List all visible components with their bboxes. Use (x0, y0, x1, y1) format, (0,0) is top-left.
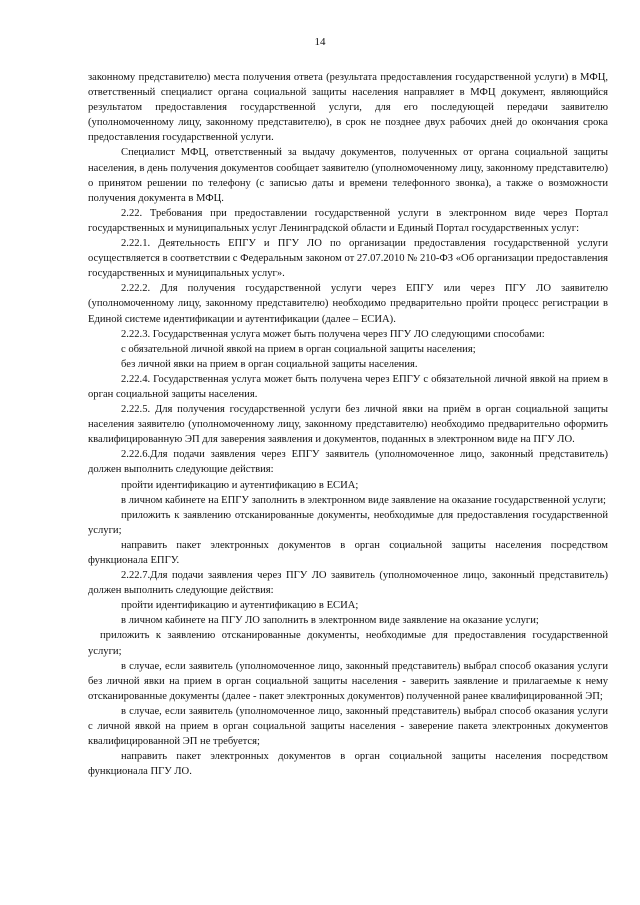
list-item: в случае, если заявитель (уполномоченное лицо, законный представитель) выбрал способ оказания услуги с личной явкой на прием в орган социальной защиты населения - заверение пакета электронных документов квалифицированной ЭП не требуется; (88, 705, 608, 748)
paragraph: законному представителю) места получения ответа (результата предоставления государственной услуги) в МФЦ, ответственный специалист органа социальной защиты населения направляет в МФЦ документ, являющийся результатом предоставления государственной услуги, для его последующей передачи заявителю (уполномоченному лицу, законному представителю), в срок не позднее двух рабочих дней до окончания срока предоставления государственной услуги. (88, 72, 608, 144)
document-body (88, 70, 608, 779)
paragraph-2-22-6: 2.22.6.Для подачи заявления через ЕПГУ заявитель (уполномоченное лицо, законный представитель) должен выполнить следующие действия: (88, 449, 608, 476)
paragraph-2-22-7: 2.22.7.Для подачи заявления через ПГУ ЛО заявитель (уполномоченное лицо, законный представитель) должен выполнить следующие действия: (88, 570, 608, 597)
list-item: направить пакет электронных документов в орган социальной защиты населения посредством функционала ЕПГУ. (88, 539, 608, 566)
paragraph-2-22-3: 2.22.3. Государственная услуга может быть получена через ПГУ ЛО следующими способами: (121, 328, 545, 340)
paragraph-2-22-5: 2.22.5. Для получения государственной услуги без личной явки на приём в орган социальной защиты населения заявителю (уполномоченному лицу, законному представителю) необходимо предварительно оформить квалифицированную ЭП для заверения заявления и документов, поданных в электронном виде на ПГУ ЛО. (88, 404, 608, 446)
paragraph: Специалист МФЦ, ответственный за выдачу документов, полученных от органа социальной защиты населения, в день получения документов сообщает заявителю (уполномоченному лицу, законному представителю) о принятом решении по телефону (с записью даты и времени телефонного звонка), а также о возможности получения документа в МФЦ. (88, 147, 608, 204)
paragraph-2-22-2: 2.22.2. Для получения государственной услуги через ЕПГУ или через ПГУ ЛО заявителю (уполномоченному лицу, законному представителю) необходимо предварительно пройти процесс регистрации в Единой системе идентификации и аутентификации (далее – ЕСИА). (88, 283, 608, 325)
section-heading-2-22: 2.22. Требования при предоставлении государственной услуги в электронном виде через Портал государственных и муниципальных услуг Ленинградской области и Единый Портал государственных услуг: (88, 207, 608, 234)
list-item: пройти идентификацию и аутентификацию в ЕСИА; (121, 600, 359, 612)
list-item: в личном кабинете на ЕПГУ заполнить в электронном виде заявление на оказание государственной услуги; (121, 494, 606, 506)
paragraph-2-22-1: 2.22.1. Деятельность ЕПГУ и ПГУ ЛО по организации предоставления государственной услуги осуществляется в соответствии с Федеральным законом от 27.07.2010 № 210-ФЗ «Об организации предоставления государственных и муниципальных услуг». (88, 238, 608, 280)
paragraph-2-22-4: 2.22.4. Государственная услуга может быть получена через ЕПГУ с обязательной личной явкой на прием в орган социальной защиты населения. (88, 373, 608, 400)
list-item: пройти идентификацию и аутентификацию в ЕСИА; (121, 479, 359, 491)
list-item: с обязательной личной явкой на прием в орган социальной защиты населения; (121, 343, 476, 355)
list-item: без личной явки на прием в орган социальной защиты населения. (121, 358, 418, 370)
list-item: в случае, если заявитель (уполномоченное лицо, законный представитель) выбрал способ оказания услуги без личной явки на прием в орган социальной защиты населения - заверить заявление и прилагаемые к нему отсканированные документы (далее - пакет электронных документов) полученной ранее квалифицированной ЭП; (88, 660, 608, 702)
list-item: приложить к заявлению отсканированные документы, необходимые для предоставления государственной услуги; (88, 630, 608, 657)
list-item: в личном кабинете на ПГУ ЛО заполнить в электронном виде заявление на оказание услуги; (121, 615, 539, 627)
list-item: направить пакет электронных документов в орган социальной защиты населения посредством функционала ПГУ ЛО. (88, 751, 608, 778)
page-number: 14 (314, 36, 326, 48)
list-item: приложить к заявлению отсканированные документы, необходимые для предоставления государственной услуги; (88, 509, 608, 536)
